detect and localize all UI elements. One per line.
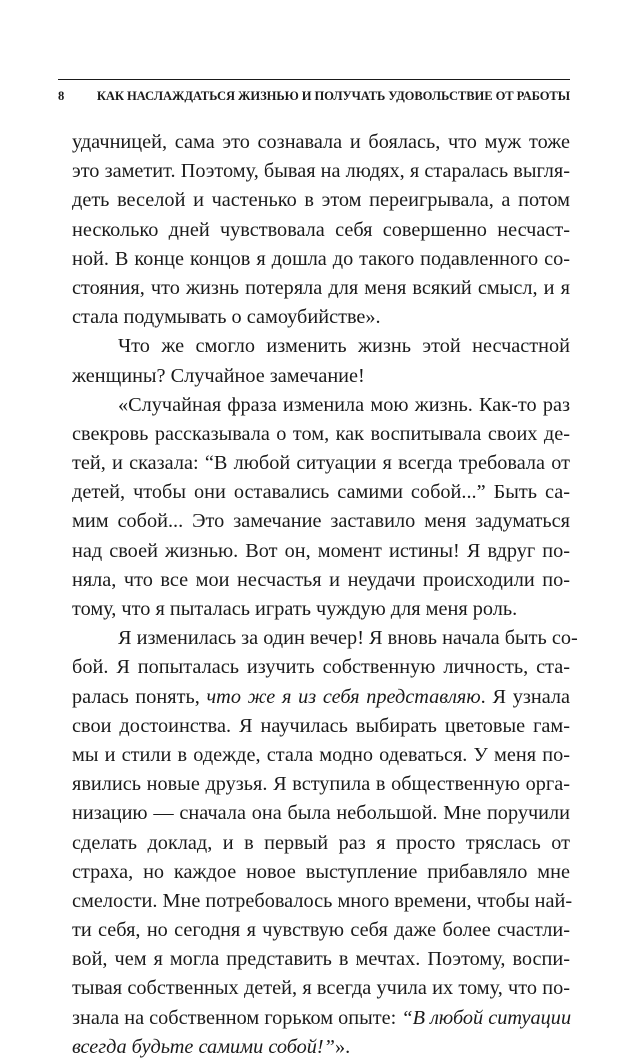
text-line: страха, но каждое новое выступление прибавляло мне bbox=[72, 860, 570, 883]
text-line: явились новые друзья. Я вступила в общественную орга- bbox=[72, 773, 570, 796]
text-line: низацию — сначала она была небольшой. Мне поручили bbox=[72, 802, 570, 825]
text-line: удачницей, сама это сознавала и боялась, что муж тоже bbox=[72, 131, 570, 153]
text-line: стояния, что жизнь потеряла для меня всякий смысл, и я bbox=[72, 276, 570, 299]
italic-emphasis: что же я из себя представляю bbox=[206, 685, 481, 708]
italic-emphasis: “В любой ситуации bbox=[401, 1006, 572, 1029]
text-line-with-italic: знала на собственном горьком опыте: “В любой ситуации bbox=[72, 1006, 572, 1029]
text-line-with-italic: ралась понять, что же я из себя представляю. Я узнала bbox=[72, 685, 571, 708]
page-number: 8 bbox=[58, 89, 65, 103]
text-line: детей, чтобы они оставались самими собой...” Быть са- bbox=[72, 481, 570, 504]
text-line: тывая собственных детей, я всегда учила их тому, что по- bbox=[72, 977, 570, 1000]
text-line: мим собой... Это замечание заставило меня задуматься bbox=[72, 510, 570, 533]
header-rule bbox=[58, 79, 570, 80]
text-line: тей, и сказала: “В любой ситуации я всегда требовала от bbox=[72, 452, 570, 475]
text-line: ти себя, но сегодня я чувствую себя даже более счастли- bbox=[72, 919, 570, 942]
italic-emphasis: всегда будьте самими собой!” bbox=[72, 1035, 335, 1058]
text-line: несколько дней чувствовала себя совершенно несчаст- bbox=[72, 218, 570, 241]
text-line: бой. Я попыталась изучить собственную личность, ста- bbox=[72, 656, 570, 679]
running-header bbox=[58, 89, 570, 104]
text-line: няла, что все мои несчастья и неудачи происходили по- bbox=[72, 568, 570, 591]
text-line: сделать доклад, и в первый раз я просто тряслась от bbox=[72, 831, 570, 854]
text-line: вой, чем я могла представить в мечтах. Поэтому, воспи- bbox=[72, 948, 570, 971]
text-line: Что же смогло изменить жизнь этой несчастной bbox=[118, 335, 570, 358]
text-line: «Случайная фраза изменила мою жизнь. Как-то раз bbox=[118, 393, 570, 416]
text-line: деть веселой и частенько в этом переигрывала, а потом bbox=[72, 189, 570, 212]
text-line: свои достоинства. Я научилась выбирать цветовые гам- bbox=[72, 714, 570, 737]
text-line-with-italic: всегда будьте самими собой!”». bbox=[72, 1035, 351, 1058]
text-line: стала подумывать о самоубийстве». bbox=[72, 306, 381, 329]
text-line: это заметит. Поэтому, бывая на людях, я старалась выгля- bbox=[72, 160, 570, 183]
text-line: смелости. Мне потребовалось много времени, чтобы най- bbox=[72, 889, 573, 912]
text-line: женщины? Случайное замечание! bbox=[72, 364, 365, 387]
body-text bbox=[72, 128, 578, 1062]
text-line: тому, что я пыталась играть чуждую для меня роль. bbox=[72, 598, 518, 620]
text-line: над своей жизнью. Вот он, момент истины! Я вдруг по- bbox=[72, 539, 570, 562]
text-line: свекровь рассказывала о том, как воспитывала своих де- bbox=[72, 422, 570, 445]
text-line: Я изменилась за один вечер! Я вновь начала быть со- bbox=[118, 627, 578, 650]
text-line: ной. В конце концов я дошла до такого подавленного со- bbox=[72, 247, 570, 270]
running-title: КАК НАСЛАЖДАТЬСЯ ЖИЗНЬЮ И ПОЛУЧАТЬ УДОВОЛЬСТВИЕ ОТ РАБОТЫ bbox=[96, 89, 570, 103]
text-line: мы и стили в одежде, стала модно одеваться. У меня по- bbox=[72, 743, 570, 766]
